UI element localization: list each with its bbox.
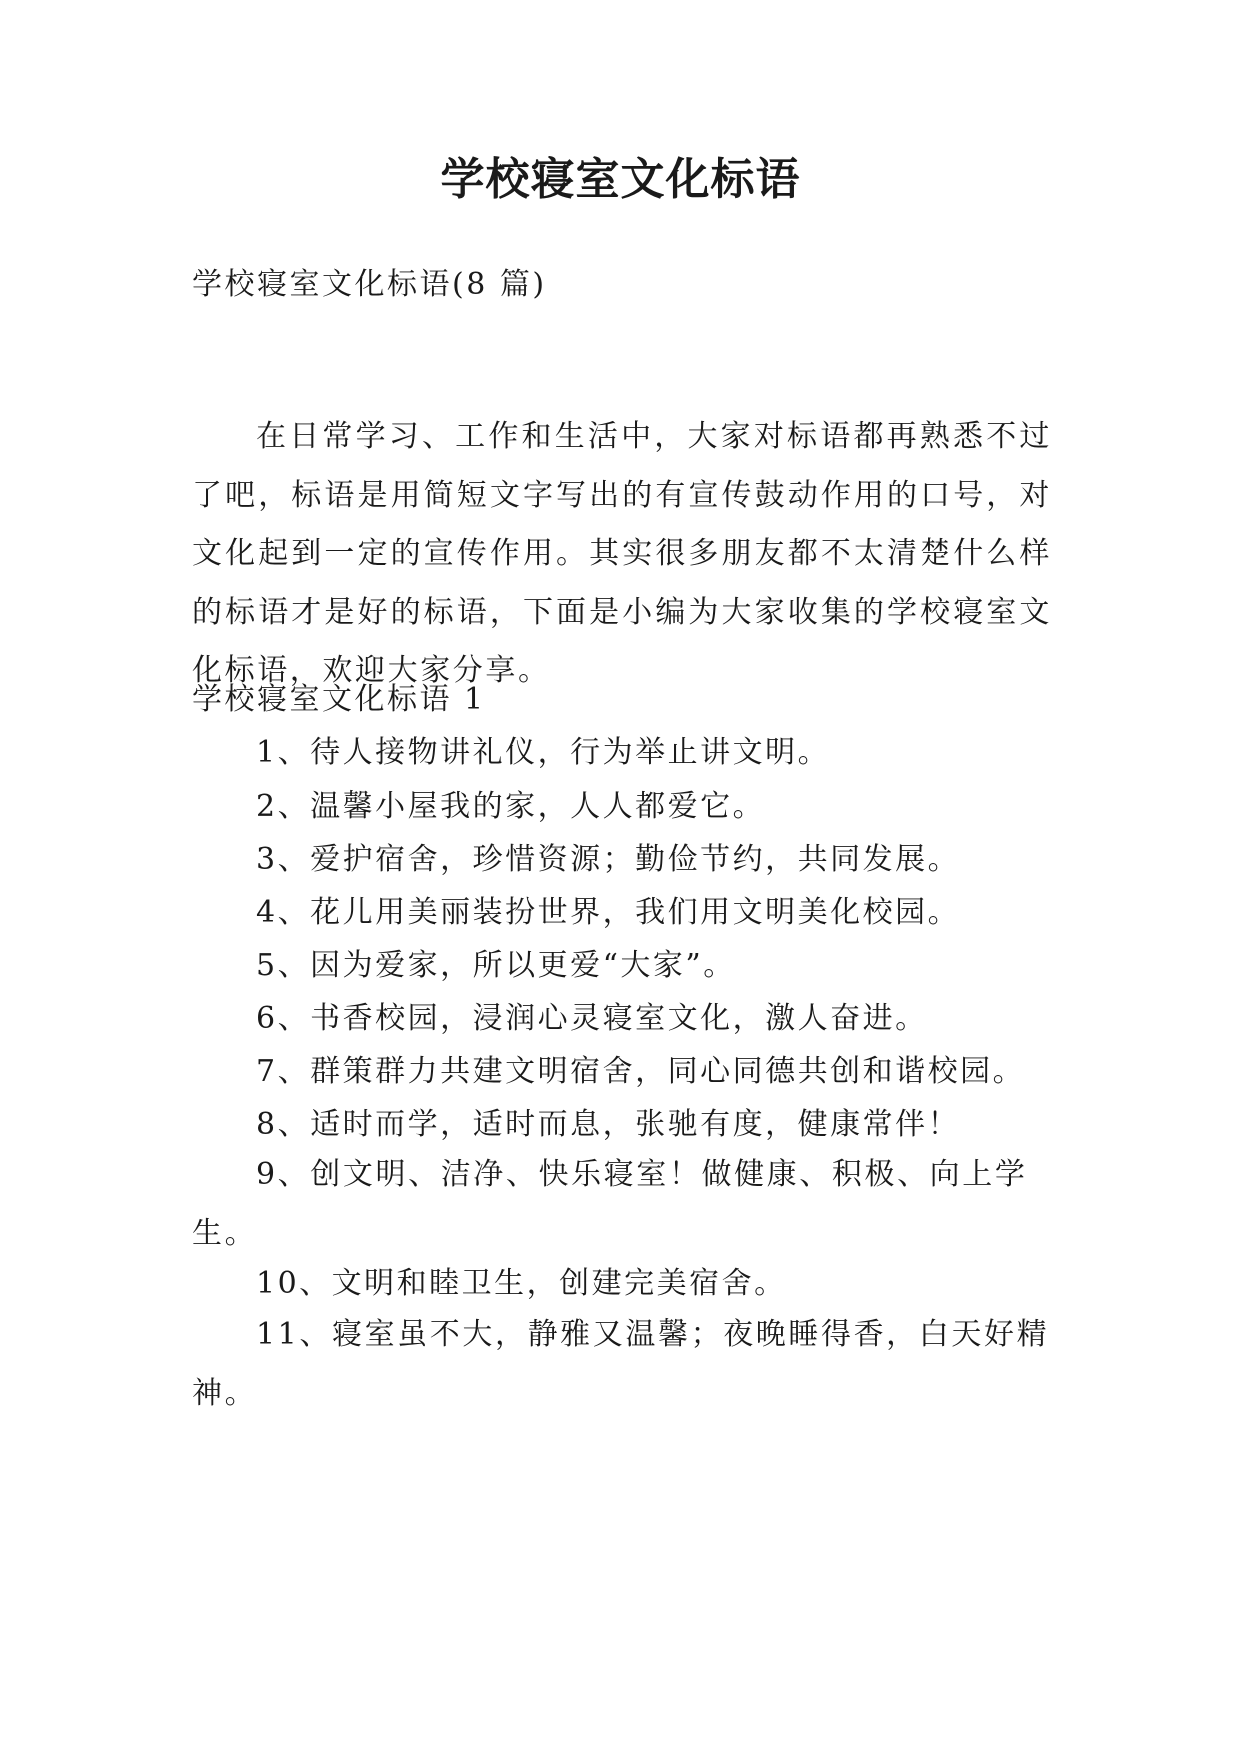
- list-item: 2、温馨小屋我的家，人人都爱它。: [256, 789, 766, 824]
- document-subtitle: 学校寝室文化标语(8 篇): [192, 267, 547, 302]
- list-item: 11、寝室虽不大，静雅又温馨；夜晚睡得香，白天好精神。: [192, 1317, 1050, 1411]
- section-heading: 学校寝室文化标语 1: [192, 682, 486, 717]
- list-item: 10、文明和睦卫生，创建完美宿舍。: [256, 1266, 787, 1301]
- list-item: 9、创文明、洁净、快乐寝室！做健康、积极、向上学生。: [192, 1157, 1028, 1251]
- list-item: 3、爱护宿舍，珍惜资源；勤俭节约，共同发展。: [256, 842, 961, 877]
- intro-paragraph: 在日常学习、工作和生活中，大家对标语都再熟悉不过了吧，标语是用简短文字写出的有宣传鼓动作用的口号，对文化起到一定的宣传作用。其实很多朋友都不太清楚什么样的标语才是好的标语，下面是小编为大家收集的学校寝室文化标语，欢迎大家分享。: [192, 419, 1052, 688]
- page-title: 学校寝室文化标语: [440, 154, 801, 205]
- list-item: 8、适时而学，适时而息，张驰有度，健康常伴！: [256, 1107, 961, 1142]
- list-item: 4、花儿用美丽装扮世界，我们用文明美化校园。: [256, 895, 961, 930]
- list-item: 7、群策群力共建文明宿舍，同心同德共创和谐校园。: [256, 1054, 1026, 1089]
- list-item: 1、待人接物讲礼仪，行为举止讲文明。: [256, 735, 831, 770]
- list-item: 6、书香校园，浸润心灵寝室文化，激人奋进。: [256, 1001, 928, 1036]
- list-item: 5、因为爱家，所以更爱“大家”。: [256, 948, 736, 983]
